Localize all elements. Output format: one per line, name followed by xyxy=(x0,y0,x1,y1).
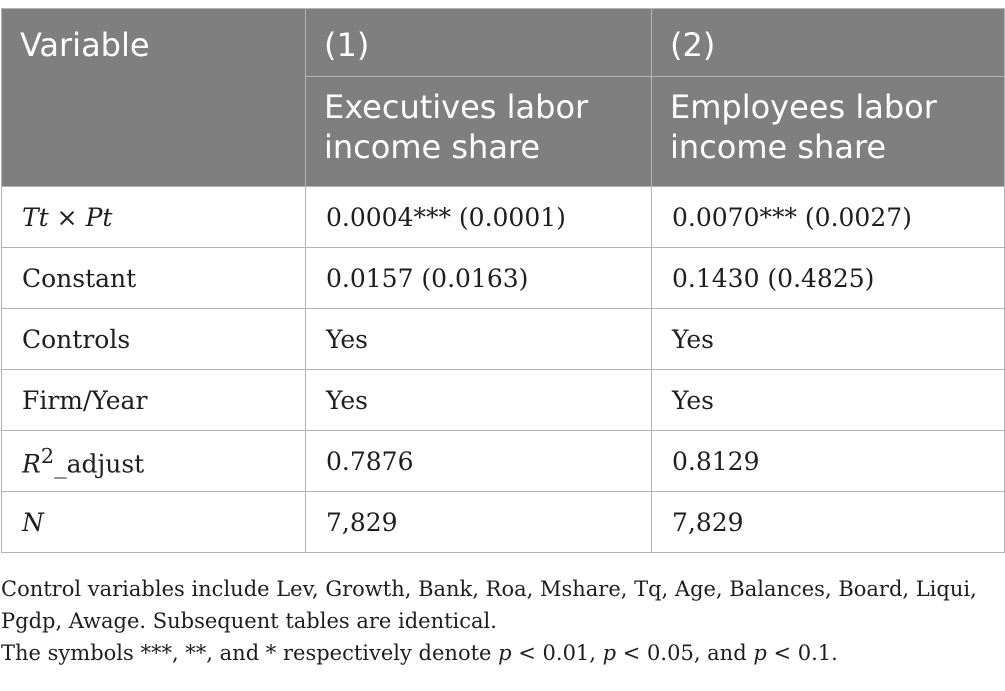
table-notes xyxy=(1,573,1001,669)
note-p: p xyxy=(602,641,617,665)
row-variable xyxy=(2,187,306,248)
table-row xyxy=(2,309,1005,370)
header-row-top xyxy=(2,9,1005,77)
table-row xyxy=(2,187,1005,248)
regression-table xyxy=(1,8,1005,553)
row-col1-value: 0.0004*** (0.0001) xyxy=(306,187,652,248)
var-rest: _adjust xyxy=(54,449,145,479)
note-sig-3: < 0.1. xyxy=(766,641,838,665)
note-controls: Control variables include Lev, Growth, Bank, Roa, Mshare, Tq, Age, Balances, Board, Liqui, Pgdp, Awage. Subsequent tables are identical. xyxy=(1,577,977,633)
row-col2-value: 0.8129 xyxy=(652,431,1005,492)
header-variable: Variable xyxy=(2,9,306,187)
table-row xyxy=(2,492,1005,553)
row-col1-value: Yes xyxy=(306,370,652,431)
var-italic-t: Tt xyxy=(22,202,49,232)
var-italic-r: R xyxy=(22,449,41,479)
row-col2-value: 0.0070*** (0.0027) xyxy=(652,187,1005,248)
note-p: p xyxy=(753,641,767,665)
header-col2-label: Employees labor income share xyxy=(652,77,1005,187)
note-sig-1: < 0.01, xyxy=(511,641,603,665)
header-col1-number: (1) xyxy=(306,9,652,77)
row-variable: N xyxy=(2,492,306,553)
note-significance xyxy=(1,637,1001,669)
note-p: p xyxy=(498,641,512,665)
row-variable: Firm/Year xyxy=(2,370,306,431)
row-col2-value: Yes xyxy=(652,309,1005,370)
row-variable xyxy=(2,431,306,492)
header-col1-label: Executives labor income share xyxy=(306,77,652,187)
table-row xyxy=(2,370,1005,431)
var-italic-p: Pt xyxy=(85,202,113,232)
table-row xyxy=(2,431,1005,492)
var-times: × xyxy=(48,202,86,232)
table-row xyxy=(2,248,1005,309)
row-variable: Controls xyxy=(2,309,306,370)
note-sig-text: The symbols ***, **, and * respectively denote xyxy=(1,641,499,665)
row-col2-value: Yes xyxy=(652,370,1005,431)
row-col2-value: 0.1430 (0.4825) xyxy=(652,248,1005,309)
row-col1-value: Yes xyxy=(306,309,652,370)
row-col1-value: 7,829 xyxy=(306,492,652,553)
row-col2-value: 7,829 xyxy=(652,492,1005,553)
row-variable: Constant xyxy=(2,248,306,309)
header-col2-number: (2) xyxy=(652,9,1005,77)
row-col1-value: 0.0157 (0.0163) xyxy=(306,248,652,309)
note-sig-2: < 0.05, and xyxy=(616,641,754,665)
var-superscript: 2 xyxy=(40,443,55,468)
row-col1-value: 0.7876 xyxy=(306,431,652,492)
